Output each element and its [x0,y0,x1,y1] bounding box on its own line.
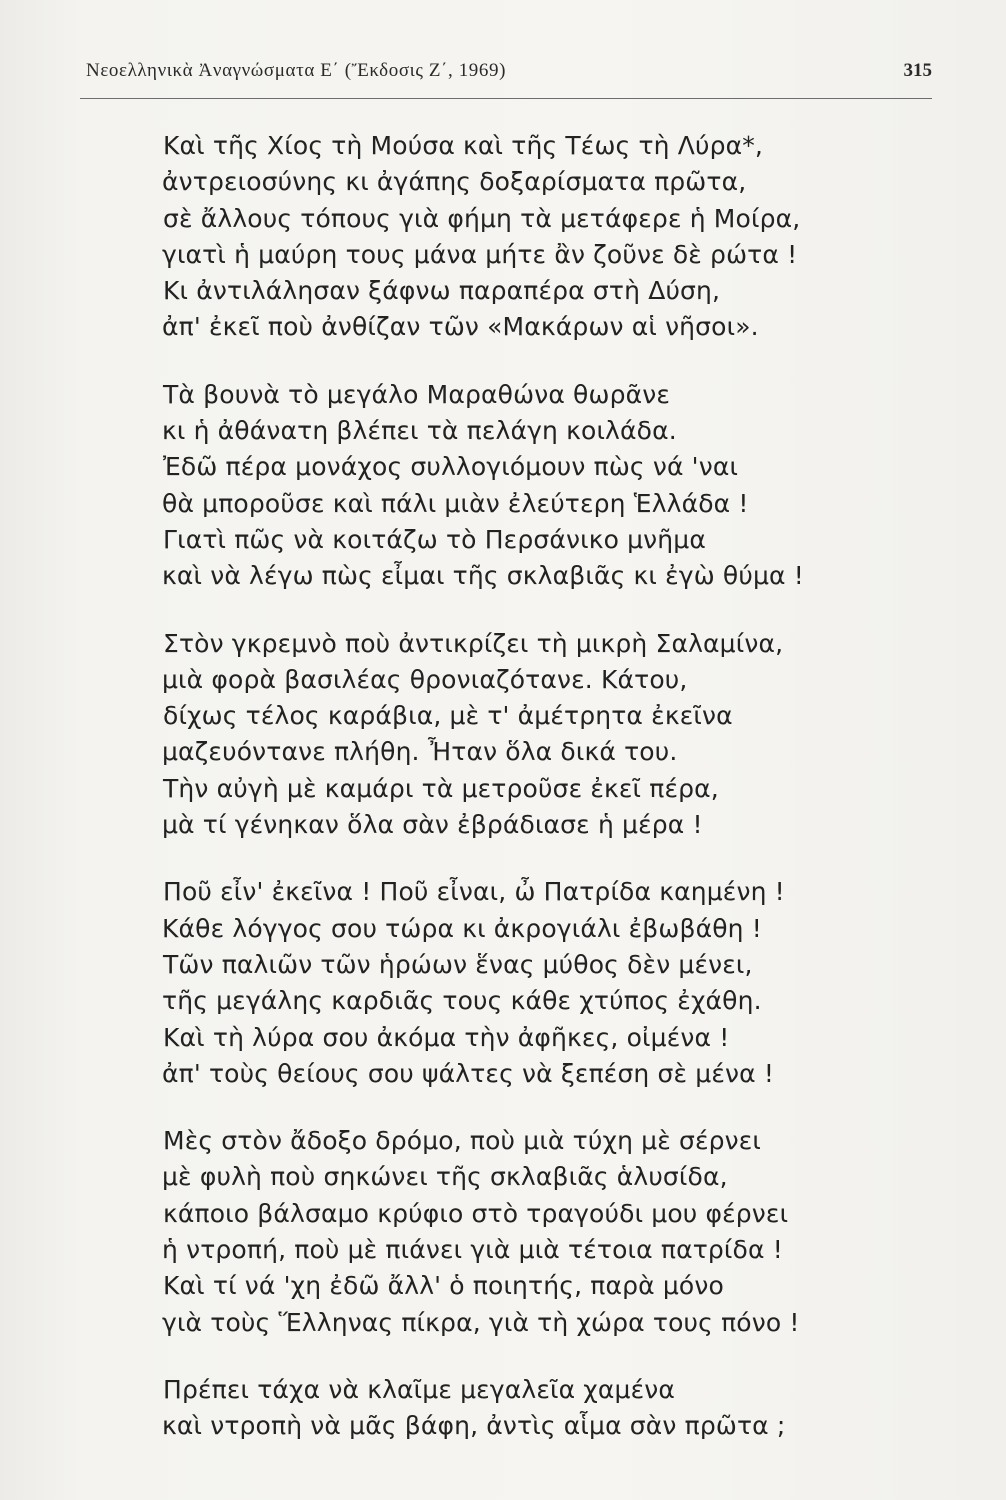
stanza-5 [162,1123,882,1341]
poem-line: θὰ μποροῦσε καὶ πάλι μιὰν ἐλεύτερη Ἑλλάδα ! [162,488,749,518]
poem-line: Καὶ τὴ λύρα σου ἀκόμα τὴν ἀφῆκες, οἰμένα ! [163,1022,730,1052]
poem-line: μὲ φυλὴ ποὺ σηκώνει τῆς σκλαβιᾶς ἁλυσίδα, [162,1162,728,1192]
poem-line: μαζευόντανε πλήθη. Ἦταν ὅλα δικά του. [162,737,678,767]
poem-line: Καὶ τί νά 'χη ἐδῶ ἄλλ' ὁ ποιητής, παρὰ μόνο [163,1271,724,1301]
poem-line: ἡ ντροπή, ποὺ μὲ πιάνει γιὰ μιὰ τέτοια πατρίδα ! [162,1235,783,1265]
poem-line: ἀπ' τοὺς θείους σου ψάλτες νὰ ξεπέση σὲ μένα ! [162,1058,775,1088]
poem-line: γιὰ τοὺς Ἕλληνας πίκρα, γιὰ τὴ χώρα τους πόνο ! [162,1307,800,1337]
poem-line: μὰ τί γένηκαν ὅλα σὰν ἐβράδιασε ἡ μέρα ! [162,810,703,840]
poem-line: Μὲς στὸν ἄδοξο δρόμο, ποὺ μιὰ τύχη μὲ σέρνει [163,1126,762,1156]
poem-line: ἀπ' ἐκεῖ ποὺ ἀνθίζαν τῶν «Μακάρων αἱ νῆσοι». [162,312,759,342]
poem-line: γιατὶ ἡ μαύρη τους μάνα μήτε ἂν ζοῦνε δὲ ρώτα ! [162,239,798,269]
stanza-6 [162,1372,882,1445]
poem-line: ἀντρειοσύνης κι ἀγάπης δοξαρίσματα πρῶτα, [162,167,747,197]
poem-line: Πρέπει τάχα νὰ κλαῖμε μεγαλεῖα χαμένα [163,1374,675,1404]
poem-line: κάποιο βάλσαμο κρύφιο στὸ τραγούδι μου φέρνει [163,1198,789,1228]
stanza-2 [162,377,882,595]
poem-line: καὶ νὰ λέγω πὼς εἶμαι τῆς σκλαβιᾶς κι ἐγὼ θύμα ! [162,561,804,591]
running-header-title: Νεοελληνικὰ Ἀναγνώσματα Ε΄ (Ἔκδοσις Ζ΄, 1969) [86,60,507,81]
poem-line: δίχως τέλος καράβια, μὲ τ' ἀμέτρητα ἐκεῖνα [163,701,733,731]
poem-line: Τὰ βουνὰ τὸ μεγάλο Μαραθώνα θωρᾶνε [163,379,671,409]
page-number: 315 [903,60,932,81]
poem-line: Ποῦ εἶν' ἐκεῖνα ! Ποῦ εἶναι, ὦ Πατρίδα καημένη ! [163,877,785,907]
poem-line: Κάθε λόγγος σου τώρα κι ἀκρογιάλι ἐβωβάθη ! [162,913,762,943]
poem-line: Ἐδῶ πέρα μονάχος συλλογιόμουν πὼς νά 'ναι [163,452,739,482]
poem-line: σὲ ἄλλους τόπους γιὰ φήμη τὰ μετάφερε ἡ Μοίρα, [163,203,801,233]
poem-line: Κι ἀντιλάλησαν ξάφνω παραπέρα στὴ Δύση, [163,276,721,306]
header-rule [80,98,932,99]
poem-line: Τῶν παλιῶν τῶν ἡρώων ἕνας μύθος δὲν μένει, [163,949,753,979]
poem-line: τῆς μεγάλης καρδιᾶς τους κάθε χτύπος ἐχάθη. [162,986,762,1016]
poem-line: καὶ ντροπὴ νὰ μᾶς βάφη, ἀντὶς αἷμα σὰν πρῶτα ; [162,1411,786,1441]
poem-line: Γιατὶ πῶς νὰ κοιτάζω τὸ Περσάνικο μνῆμα [163,524,706,554]
stanza-3 [162,626,882,844]
poem-line: κι ἡ ἀθάνατη βλέπει τὰ πελάγη κοιλάδα. [162,416,677,446]
poem-line: Καὶ τῆς Χίος τὴ Μούσα καὶ τῆς Τέως τὴ Λύρα*, [163,131,764,160]
running-header [86,56,932,92]
poem-line: Στὸν γκρεμνὸ ποὺ ἀντικρίζει τὴ μικρὴ Σαλαμίνα, [163,628,784,658]
poem-line: μιὰ φορὰ βασιλέας θρονιαζότανε. Κάτου, [162,664,688,694]
poem-body [162,128,882,1476]
stanza-1 [162,128,882,346]
poem-line: Τὴν αὐγὴ μὲ καμάρι τὰ μετροῦσε ἐκεῖ πέρα, [163,773,719,803]
stanza-4 [162,874,882,1092]
